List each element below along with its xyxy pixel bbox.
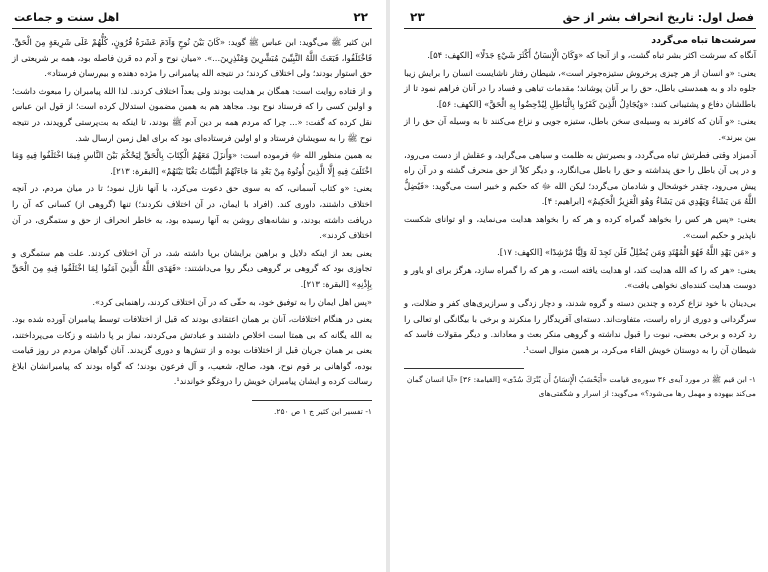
right-page-header	[404, 8, 756, 29]
paragraph: بی‌دینان با خود نزاع کرده و چندین دسته و گروه شدند، و دچار زدگی و سرازیری‌های کفر و ضلالت، و سرگردانی و دوری از راه راست، متفاوت‌اند. دسته‌ای آفریدگار را منکرند و برخی با بیگانگی او تعالی را رد کرده و برخی بعضی، نبوت را قبول نداشته و گروهی منکر بعث و معاداند. و دیگر مقولات فاسد که شیطان آن را به دوستان خویش القاء می‌کرد، بر همین منوال است¹.	[404, 297, 756, 355]
footnote: ۱- ابن قیم ﷺ در مورد آیه‌ی ۳۶ سوره‌ی قیامت «أَيَحْسَبُ الْإِنسَانُ أَن يُتْرَكَ سُدًى» [القیامة: ۳۶] «آیا انسان گمان می‌کند بیهوده و مهمل رها می‌شود؟» می‌گوید: از اسرار و شگفتی‌های	[406, 375, 756, 399]
paragraph: یعنی: «و آنان که کافرند به وسیله‌ی سخن باطل، ستیزه جویی و نزاع می‌کنند تا به وسیله آن حق را از بین ببرند».	[404, 116, 756, 142]
paragraph: آنگاه که سرشت اکثر بشر تباه گشت، و از آنجا که «وَكَانَ الْإِنسَانُ أَكْثَرَ شَيْءٍ جَدَلًا» [الکهف: ۵۴].	[427, 50, 756, 60]
paragraph: یعنی: «و کتاب آسمانی، که به سوی حق دعوت می‌کرد، با آنها نازل نمود؛ تا در میان مردم، در آنچه اختلاف داشتند، داوری کند. (افراد با ایمان، در آن اختلاف نکردند؛) تنها (گروهی از) کسانی که آن را دریافت داشته بودند، و نشانه‌های روشن به آنها رسیده بود، به خاطر انحراف از حق و ستمگری، در آن اختلاف کردند».	[12, 183, 372, 241]
paragraph: یعنی: «پس هر کس را بخواهد گمراه کرده و هر که را بخواهد هدایت می‌نماید، و او توانای شکست ناپذیر و حکیم است».	[404, 213, 756, 240]
paragraph: یعنی بعد از اینکه دلایل و براهین برایشان برپا داشته شد، در آن اختلاف کردند. علت هم ستمگری و تجاوزی بود که گروهی بر گروهی دیگر روا می‌داشتند: «فَهَدَى اللَّهُ الَّذِينَ آمَنُوا لِمَا اخْتَلَفُوا فِيهِ مِنَ الْحَقِّ بِإِذْنِهِ» [البقرة: ۲۱۳].	[12, 247, 372, 289]
footnote: ۱- تفسیر ابن کثیر ج ۱ ص ۲۵۰.	[273, 407, 372, 417]
footnote-divider	[404, 368, 524, 369]
footnote-divider	[252, 400, 372, 401]
page-number: ۲۳	[410, 10, 425, 24]
paragraph: «پس اهل ایمان را به توفیق خود، به حقّی که در آن اختلاف کردند، راهنمایی کرد».	[92, 296, 372, 307]
paragraph: و «مَن يَهْدِ اللَّهُ فَهُوَ الْمُهْتَدِ وَمَن يُضْلِلْ فَلَن تَجِدَ لَهُ وَلِيًّا مُرْشِدًا» [الکهف: ۱۷].	[497, 247, 756, 258]
paragraph: یعنی: «و انسان از هر چیزی پرخروش ستیزه‌جوتر است»، شیطان رفتار ناشایست انسان را برایش زیبا جلوه داد و به همدستی باطل، حق را بر آنان پوشاند؛ مقدمات تباهی و فساد را در آنان فراهم نمود تا از باطلشان دفاع و پشتیبانی کنند: «وَيُجَادِلُ الَّذِينَ كَفَرُوا بِالْبَاطِلِ لِيُدْحِضُوا بِهِ الْحَقَّ» [الکهف: ۵۶].	[404, 67, 756, 109]
section-heading: سرشت‌ها تباه می‌گردد	[651, 35, 756, 46]
paragraph: یعنی: «هر که را که الله هدایت کند، او هدایت یافته است، و هر که را گمراه سازد، هرگز برای او یاور و دوست هدایت کننده‌ای نخواهی یافت».	[404, 264, 756, 291]
paragraph: یعنی در هنگام اختلافات، آنان بر همان اعتقادی بودند که قبل از اختلافات توسط پیامبران آورده شده بود. به الله یگانه که بی همتا است اخلاص داشتند و عبادتش می‌کردند، نماز بر پا داشته و زکات می‌پرداختند، یعنی بر همان جریان قبل از اختلافات بوده و از تنش‌ها و دوری گزیدند. آنان گواهان مردم در روز قیامت بوده، گواهانی بر قوم نوح، هود، صالح، شعیب، و آل فرعون بودند؛ که گواه بودند که پیامبرانشان ابلاغ رسالت کرده و ایشان پیامبران خویش را دروغگو خواندند¹.	[12, 314, 372, 387]
running-title: فصل اول: تاریخ انحراف بشر از حق	[562, 11, 754, 24]
left-page-body	[12, 35, 372, 390]
page-number: ۲۲	[353, 10, 368, 24]
paragraph: آدمیزاد وقتی فطرتش تباه می‌گردد، و بصیرتش به ظلمت و سیاهی می‌گراید، و عقلش از دست می‌رود، و در پی آن باطل را حق پنداشته و حق را باطل می‌انگارد، و دیگر کلاً از حق منحرف گشته و در آن راه پیش می‌رود، چقدر خوشحال و شادمان می‌گردد؛ لیکن الله ﷻ که حکیم و خبیر است می‌گوید: «فَيُضِلُّ اللَّهُ مَن يَشَاءُ وَيَهْدِي مَن يَشَاءُ وَهُوَ الْعَزِيزُ الْحَكِيمُ» [ابراهیم: ۴].	[404, 149, 756, 207]
right-page	[390, 0, 768, 572]
left-page-header	[12, 8, 372, 29]
paragraph: به همین منظور الله ﷻ فرموده است: «وَأَنزَلَ مَعَهُمُ الْكِتَابَ بِالْحَقِّ لِيَحْكُمَ بَيْنَ النَّاسِ فِيمَا اخْتَلَفُوا فِيهِ وَمَا اخْتَلَفَ فِيهِ إِلَّا الَّذِينَ أُوتُوهُ مِنْ بَعْدِ مَا جَاءَتْهُمُ الْبَيِّنَاتُ بَغْيًا بَيْنَهُمْ» [البقرة: ۲۱۳].	[12, 150, 372, 176]
paragraph: ابن کثیر ﷺ می‌گوید: ابن عباس ﷺ گوید: «كَانَ بَيْنَ نُوحٍ وَآدَمَ عَشَرَةُ قُرُونٍ، كُلُّهُمْ عَلَى شَرِيعَةٍ مِنَ الْحَقِّ. فَاخْتَلَفُوا، فَبَعَثَ اللَّهُ النَّبِيِّينَ مُبَشِّرِينَ وَمُنْذِرِينَ...». «میان نوح و آدم ده قرن فاصله بود، همه بر شریعتی از حق استوار بودند؛ ولی اختلاف کردند؛ در نتیجه الله پیامبرانی را مژده دهنده و بیم‌رسان فرستاد».	[12, 37, 372, 79]
paragraph: و از قتاده روایت است: همگان بر هدایت بودند ولی بعداً اختلاف کردند. لذا الله پیامبران را مبعوث داشت؛ و اولین کسی را که فرستاد نوح بود. مجاهد هم به همین مضمون استدلال کرده است؛ از قول ابن عباس نقل کرده که گفت: «... چرا که مردم همه بر دین آدم ﷺ بودند، تا اینکه به بت‌پرستی گرویدند، در نتیجه نوح ﷺ را به سویشان فرستاد و او اولین فرستاده‌ای بود که برای اهل زمین ارسال شد.	[12, 85, 372, 143]
right-page-body	[404, 48, 756, 358]
running-title: اهل سنت و جماعت	[14, 11, 120, 24]
